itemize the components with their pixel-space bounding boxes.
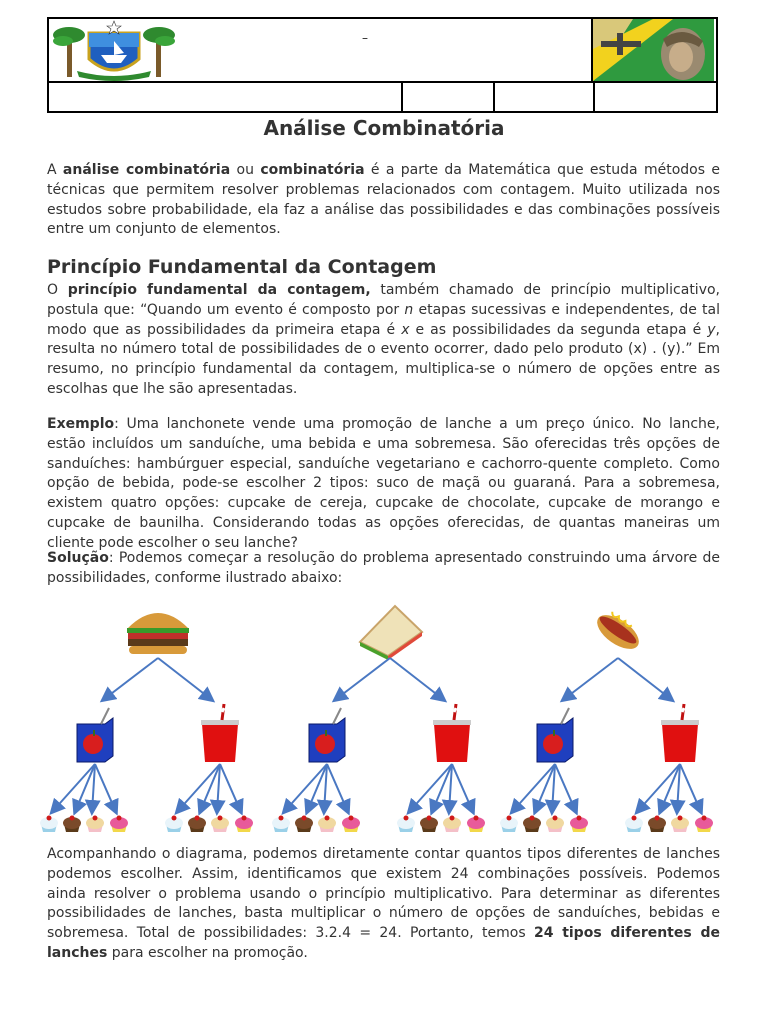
header-cell-2	[401, 81, 493, 111]
cupcake-cherry-icon	[500, 816, 518, 833]
header-title-cell	[179, 19, 595, 81]
possibility-tree-diagram	[40, 600, 730, 840]
cupcake-chocolate-icon	[63, 816, 81, 833]
header-row-top	[49, 19, 716, 83]
cupcake-strawberry-icon	[443, 816, 461, 833]
header-mark: –	[362, 31, 368, 45]
cupcake-chocolate-icon	[648, 816, 666, 833]
soda-cup-icon	[201, 704, 239, 762]
apple-juice-box-icon	[77, 708, 113, 762]
state-coat-of-arms-logo	[49, 19, 179, 81]
header-table	[47, 17, 718, 113]
intro-paragraph: A análise combinatória ou combinatória é a parte da Matemática que estuda métodos e técnicas que permitem resolver problemas relacionados com contagem. Muito utilizada nos estudos sobre probabilidade, ela faz a análise das possibilidades e das combinações possíveis entre um conjunto de elementos.	[47, 162, 720, 238]
page-title: Análise Combinatória	[263, 116, 505, 140]
cupcake-cherry-icon	[397, 816, 415, 833]
cupcake-chocolate-icon	[523, 816, 541, 833]
cupcake-vanilla-icon	[110, 816, 128, 833]
cupcake-strawberry-icon	[546, 816, 564, 833]
header-cell-3	[493, 81, 595, 111]
cupcake-chocolate-icon	[420, 816, 438, 833]
hotdog-icon	[591, 608, 644, 655]
hamburger-icon	[127, 613, 189, 654]
cupcake-vanilla-icon	[342, 816, 360, 833]
conclusion-paragraph: Acompanhando o diagrama, podemos diretamente contar quantos tipos diferentes de lanches podemos escolher. Assim, identificamos que existem 24 combinações possíveis. Podemos ainda resolver o problema usando o princípio multiplicativo. Para determinar as diferentes possibilidades de lanches, basta multiplicar o número de opções de sanduíches, bebidas e sobremesa. Total de possibilidades: 3.2.4 = 24. Portanto, temos 24 tipos diferentes de lanches para escolher na promoção.	[47, 846, 720, 961]
cupcake-cherry-icon	[165, 816, 183, 833]
tree-group-2	[272, 606, 485, 832]
cupcake-vanilla-icon	[235, 816, 253, 833]
soda-cup-icon	[661, 704, 699, 762]
cupcake-vanilla-icon	[467, 816, 485, 833]
cupcake-strawberry-icon	[211, 816, 229, 833]
apple-juice-box-icon	[309, 708, 345, 762]
tree-group-1	[40, 613, 253, 832]
apple-juice-box-icon	[537, 708, 573, 762]
cupcake-strawberry-icon	[318, 816, 336, 833]
cupcake-vanilla-icon	[570, 816, 588, 833]
principle-paragraph: O princípio fundamental da contagem, também chamado de princípio multiplicativo, postula que: “Quando um evento é composto por n etapas sucessivas e independentes, de tal modo que as possibilidades da primeira etapa é x e as possibilidades da segunda etapa é y, resulta no número total de possibilidades de o evento ocorrer, dado pelo produto (x) . (y).” Em resumo, no princípio fundamental da contagem, multiplica-se o número de opções entre as escolhas que lhe são apresentadas.	[47, 282, 720, 397]
sandwich-icon	[360, 606, 422, 660]
cupcake-vanilla-icon	[695, 816, 713, 833]
cupcake-strawberry-icon	[86, 816, 104, 833]
tree-group-3	[500, 608, 713, 832]
cupcake-strawberry-icon	[671, 816, 689, 833]
soda-cup-icon	[433, 704, 471, 762]
section-title: Princípio Fundamental da Contagem	[47, 256, 437, 278]
solution-paragraph: Solução: Podemos começar a resolução do problema apresentado construindo uma árvore de possibilidades, conforme ilustrado abaixo:	[47, 550, 720, 586]
example-paragraph: Exemplo: Uma lanchonete vende uma promoção de lanche a um preço único. No lanche, estão incluídos um sanduíche, uma bebida e uma sobremesa. São oferecidas três opções de sanduíches: hambúrguer especial, sanduíche vegetariano e cachorro-quente completo. Como opção de bebida, pode-se escolher 2 tipos: suco de maçã ou guaraná. Para a sobremesa, existem quatro opções: cupcake de cereja, cupcake de chocolate, cupcake de morango e cupcake de baunilha. Considerando todas as opções oferecidas, de quantas maneiras um cliente pode escolher o seu lanche?	[47, 416, 720, 551]
cupcake-chocolate-icon	[188, 816, 206, 833]
aviator-portrait-photo	[591, 19, 716, 81]
cupcake-chocolate-icon	[295, 816, 313, 833]
cupcake-cherry-icon	[625, 816, 643, 833]
header-cell-4	[593, 81, 718, 111]
cupcake-cherry-icon	[272, 816, 290, 833]
cupcake-cherry-icon	[40, 816, 58, 833]
